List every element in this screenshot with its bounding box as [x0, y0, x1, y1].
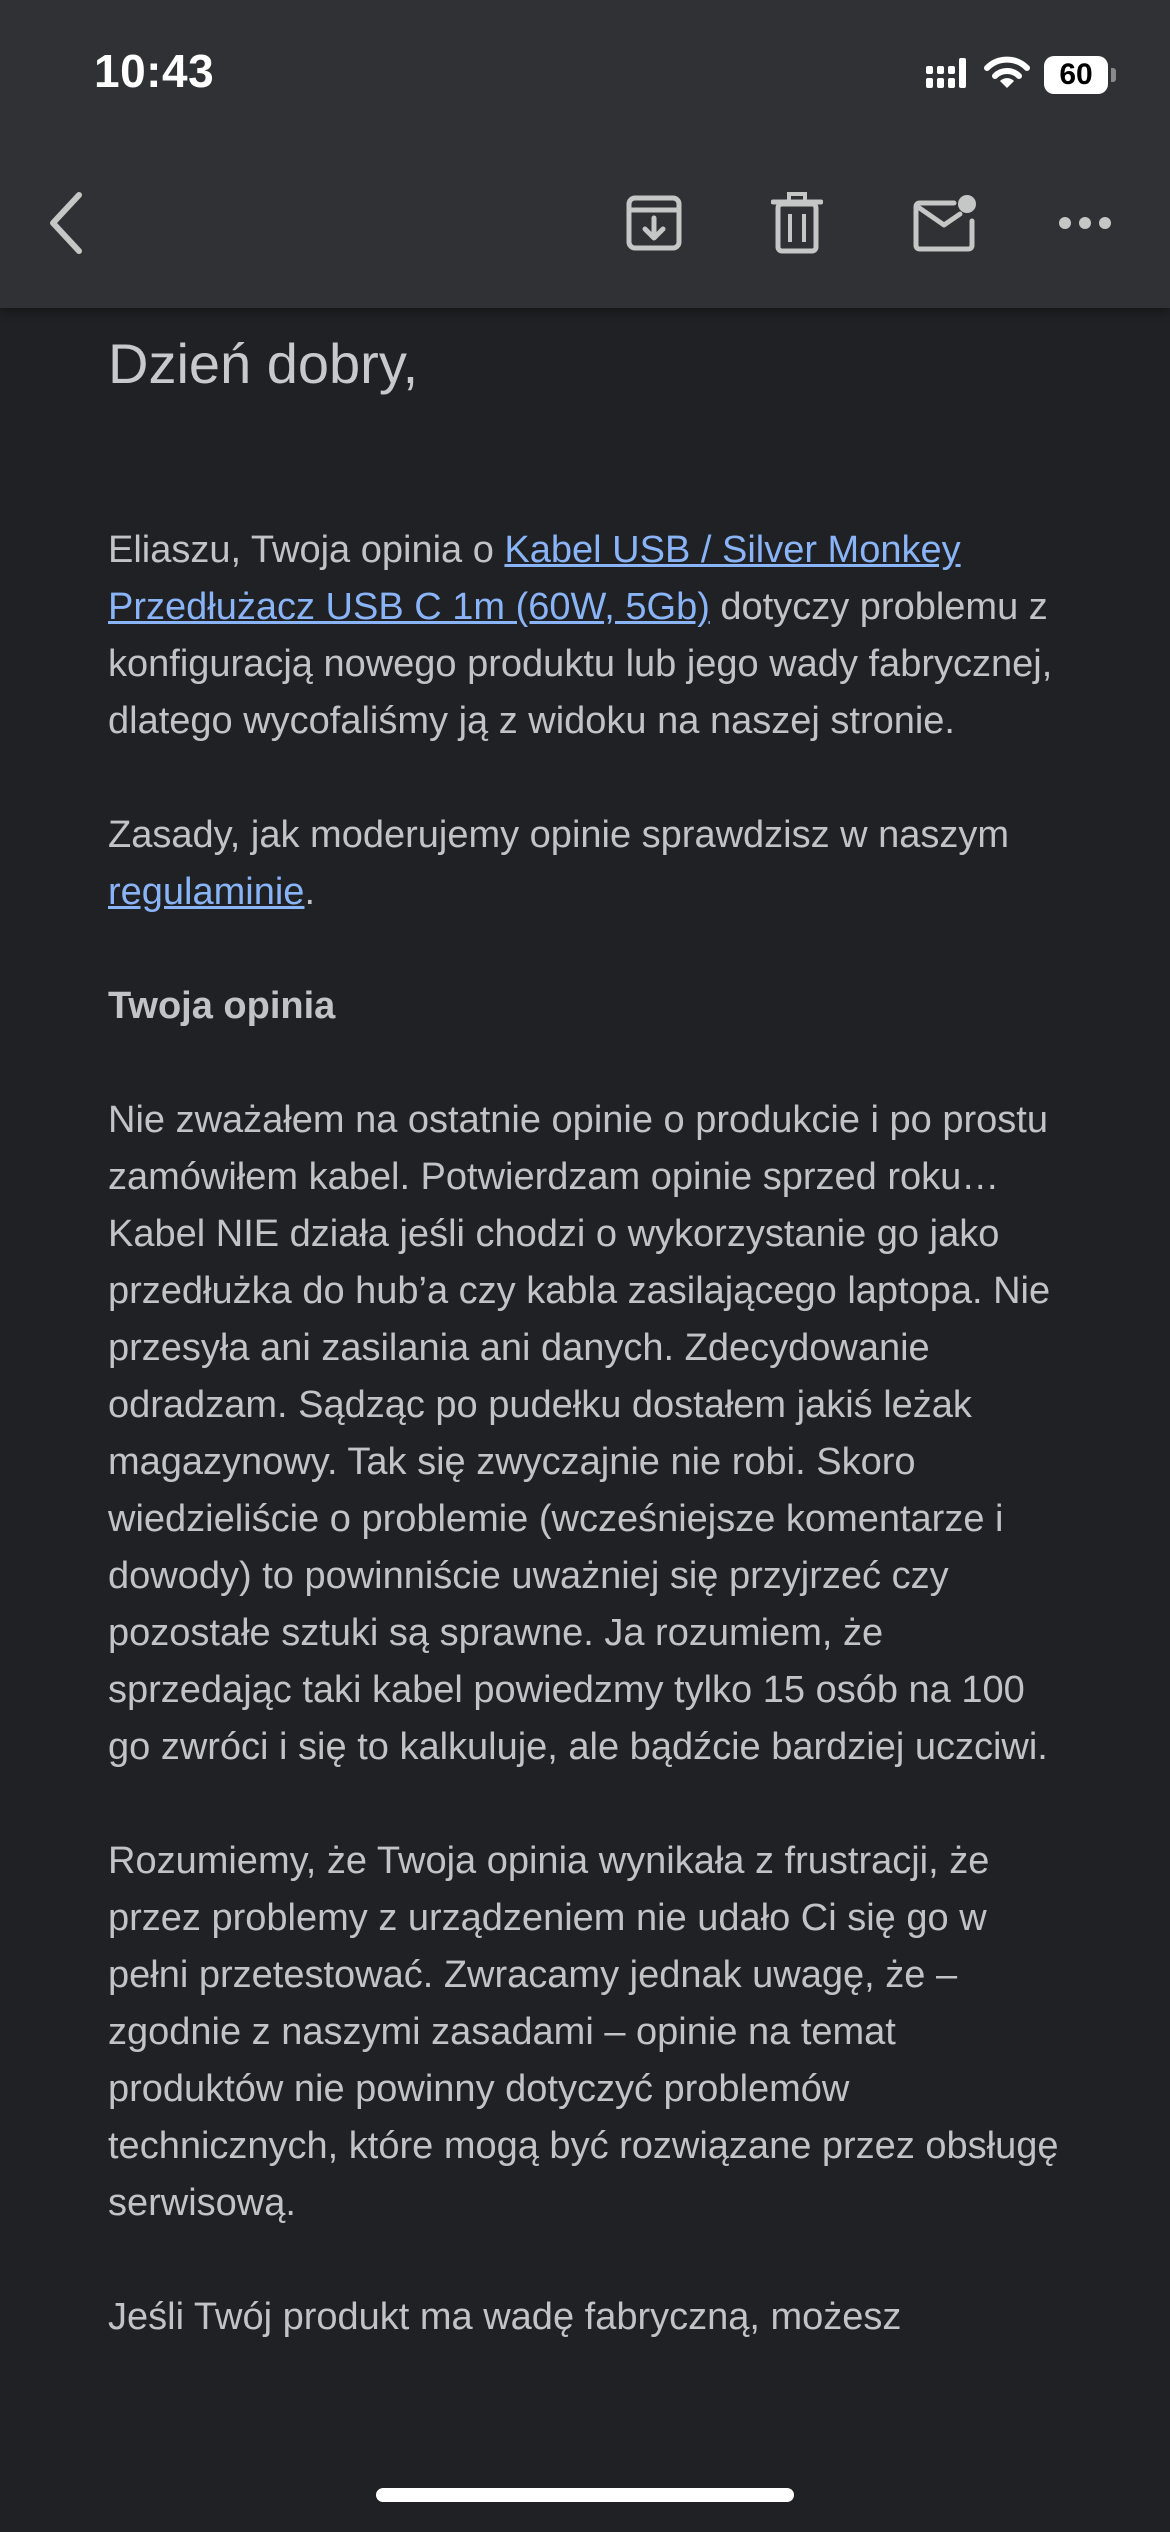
back-chevron-icon — [45, 191, 85, 260]
understanding-paragraph: Rozumiemy, że Twoja opinia wynikała z frustracji, że przez problemy z urządzeniem nie udało Ci się go w pełni przetestować. Zwracamy jednak uwagę, że – zgodnie z naszymi zasadami – opinie na temat produktów nie powinny dotyczyć problemów technicznych, które mogą być rozwiązane przez obsługę serwisową. — [108, 1840, 1059, 2224]
email-greeting: Dzień dobry, — [108, 332, 419, 395]
trash-icon — [771, 192, 823, 259]
toolbar — [0, 180, 1170, 270]
intro-paragraph — [108, 522, 1068, 750]
battery-indicator — [1044, 56, 1116, 94]
intro-text-before: Eliaszu, Twoja opinia o — [108, 529, 505, 571]
regulations-link[interactable]: regulaminie — [108, 871, 305, 913]
email-body — [108, 310, 1068, 2346]
rules-text-after: . — [304, 871, 316, 913]
review-text: Nie zważałem na ostatnie opinie o produkcie i po prostu zamówiłem kabel. Potwierdzam opinie sprzed roku… Kabel NIE działa jeśli chodzi o wykorzystanie go jako przedłużka do hub’a czy kabla zasilającego laptopa. Nie przesyła ani zasilania ani danych. Zdecydowanie odradzam. Sądząc po pudełku dostałem jakiś leżak magazynowy. Tak się zwyczajnie nie robi. Skoro wiedzieliście o problemie (wcześniejsze komentarze i dowody) to powinniście uważniej się przyjrzeć czy pozostałe sztuki są sprawne. Ja rozumiem, że sprzedając taki kabel powiedzmy tylko 15 osób na 100 go zwróci i się to kalkuluje, ale bądźcie bardziej uczciwi. — [108, 1099, 1051, 1768]
rules-text-before: Zasady, jak moderujemy opinie sprawdzisz w naszym — [108, 814, 1010, 856]
home-indicator[interactable] — [376, 2488, 794, 2502]
battery-cap — [1111, 68, 1116, 82]
more-icon — [1059, 216, 1111, 235]
your-review-heading: Twoja opinia — [108, 985, 336, 1027]
delete-button[interactable] — [757, 180, 837, 270]
wifi-icon — [984, 56, 1030, 95]
back-button[interactable] — [30, 180, 100, 270]
mark-unread-icon — [912, 193, 978, 258]
status-time: 10:43 — [94, 45, 215, 97]
battery-level: 60 — [1044, 56, 1108, 94]
cutoff-paragraph: Jeśli Twój produkt ma wadę fabryczną, możesz — [108, 2296, 902, 2338]
cellular-signal-icon — [926, 58, 970, 93]
product-link[interactable]: Kabel USB / Silver Monkey Przedłużacz USB C 1m (60W, 5Gb) — [108, 529, 961, 628]
more-options-button[interactable] — [1050, 180, 1120, 270]
archive-icon — [624, 193, 684, 258]
mark-unread-button[interactable] — [900, 180, 990, 270]
rules-paragraph — [108, 807, 1068, 921]
status-icons — [926, 50, 1116, 100]
archive-button[interactable] — [614, 180, 694, 270]
top-bar — [0, 0, 1170, 308]
intro-text-after: dotyczy problemu z konfiguracją nowego produktu lub jego wady fabrycznej, dlatego wycofaliśmy ją z widoku na naszej stronie. — [108, 586, 1053, 742]
